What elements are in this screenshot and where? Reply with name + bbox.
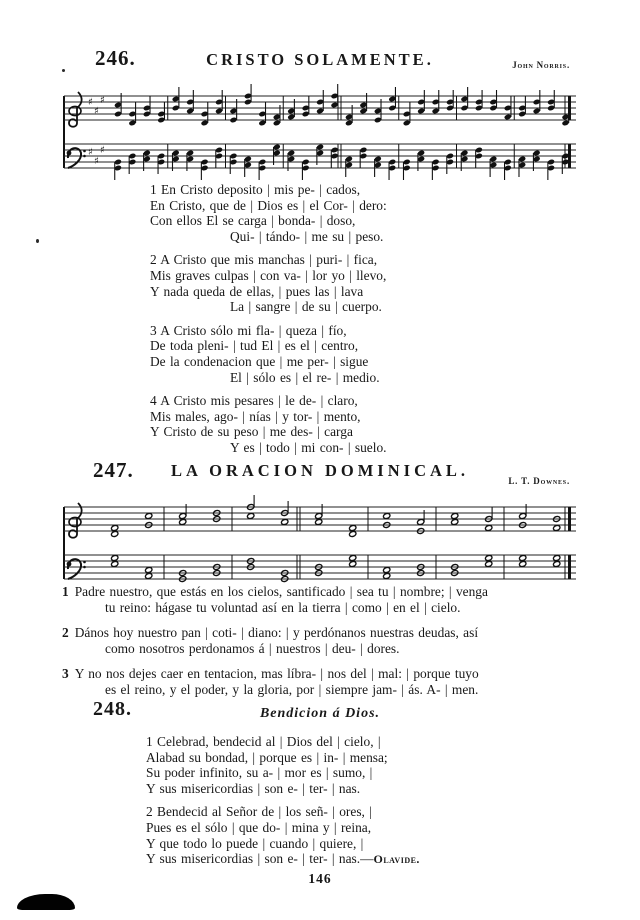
stanza-text: Dános hoy nuestro pan | coti- | diano: | y perdónanos nuestras deudas, así (74, 625, 479, 640)
verse-line: Mis males, ago- | nías | y tor- | mento, (150, 408, 361, 424)
hymn-number-246: 246. (95, 46, 136, 70)
hymn-248-verses (146, 734, 420, 876)
stanza-2 (62, 625, 582, 657)
verse-line: El | sólo es | el re- | medio. (230, 369, 380, 385)
stanza-line: como nosotros perdonamos á | nuestros | deu- | dores. (105, 641, 400, 656)
verse-4 (150, 393, 387, 455)
verse-line: 4 A Cristo mis pesares | le de- | claro, (150, 393, 358, 409)
stanza-text: Y no nos dejes caer en tentacion, mas líbra- | nos del | mal: | porque tuyo (74, 666, 479, 681)
verse-line: Mis graves culpas | con va- | lor yo | llevo, (150, 267, 387, 283)
hymn-247-stanzas (62, 584, 582, 707)
verse-2 (146, 804, 420, 867)
svg-text:♯: ♯ (88, 147, 93, 158)
verse-line: Con ellos El se carga | bonda- | doso, (150, 213, 356, 229)
svg-text:♯: ♯ (94, 156, 99, 167)
verse-line: Y que todo lo puede | cuando | quiere, | (146, 835, 364, 851)
verse-1 (150, 182, 387, 244)
verse-line: Y sus misericordias | son e- | ter- | nas. (146, 780, 361, 796)
stanza-1 (62, 584, 582, 616)
verse-line: Pues es el sólo | que do- | mina y | reina, (146, 819, 372, 835)
svg-text:♯: ♯ (88, 97, 93, 108)
verse-line: 1 En Cristo deposito | mis pe- | cados, (150, 182, 361, 197)
page-number: 146 (308, 871, 332, 886)
music-staves-247 (62, 497, 578, 589)
verse-line: 1 Celebrad, bendecid al | Dios del | cielo, | (146, 734, 381, 749)
stanza-line: tu reino: hágase tu voluntad así en la tierra | como | en el | cielo. (105, 600, 461, 615)
music-staves-246 (62, 86, 578, 178)
scan-speck (36, 239, 39, 243)
stanza-number: 3 (62, 666, 69, 681)
hymn-author-246: John Norris. (512, 60, 570, 70)
verse-1 (146, 734, 420, 796)
verse-line: Alabad su bondad, | porque es | in- | mensa; (146, 749, 388, 765)
stanza-number: 2 (62, 625, 69, 640)
svg-text:♯: ♯ (94, 106, 99, 117)
verse-line: Qui- | tándo- | me su | peso. (230, 228, 384, 244)
verse-line: 2 A Cristo que mis manchas | puri- | fica, (150, 252, 378, 268)
stanza-text: Padre nuestro, que estás en los cielos, santificado | sea tu | nombre; | venga (74, 584, 488, 599)
hymn-title-247: LA ORACION DOMINICAL. (170, 461, 470, 480)
stanza-line: es el reino, y el poder, y la gloria, por | siempre jam- | ás. A- | men. (105, 682, 479, 697)
verse-line: 2 Bendecid al Señor de | los señ- | ores, | (146, 804, 372, 820)
verse-text: Y sus misericordias | son e- | ter- | nas.— (146, 851, 374, 867)
hymn-title-246: CRISTO SOLAMENTE. (206, 50, 434, 69)
stanza-3 (62, 666, 582, 698)
verse-line: Y nada queda de ellas, | pues las | lava (150, 283, 364, 299)
verse-3 (150, 323, 387, 385)
hymn-number-247: 247. (93, 458, 134, 482)
verse-line: Su poder infinito, su a- | mor es | sumo, | (146, 765, 373, 781)
stanza-line (62, 584, 582, 600)
verse-line: De toda pleni- | tud El | es el | centro, (150, 338, 359, 354)
verse-line: La | sangre | de su | cuerpo. (230, 299, 382, 315)
svg-text:♯: ♯ (100, 145, 105, 156)
scan-blob (17, 894, 75, 910)
verse-line: Y es | todo | mi con- | suelo. (230, 439, 387, 455)
verse-line: 3 A Cristo sólo mi fla- | queza | fío, (150, 322, 347, 338)
verse-line: En Cristo, que de | Dios es | el Cor- | dero: (150, 197, 387, 213)
verse-line: Y Cristo de su peso | me des- | carga (150, 424, 353, 440)
verse-2 (150, 252, 387, 314)
svg-text:♯: ♯ (100, 95, 105, 106)
stanza-line (62, 625, 582, 641)
hymn-246-verses (150, 182, 387, 464)
stanza-line (62, 666, 582, 682)
stanza-number: 1 (62, 584, 69, 599)
hymn-author-247: L. T. Downes. (508, 476, 570, 486)
verse-line: De la condenacion que | me per- | sigue (150, 353, 369, 369)
hymn-title-248: Bendicion á Dios. (259, 706, 381, 721)
attribution: Olavide. (373, 852, 420, 867)
verse-line (146, 851, 420, 868)
hymn-number-248: 248. (93, 698, 132, 720)
